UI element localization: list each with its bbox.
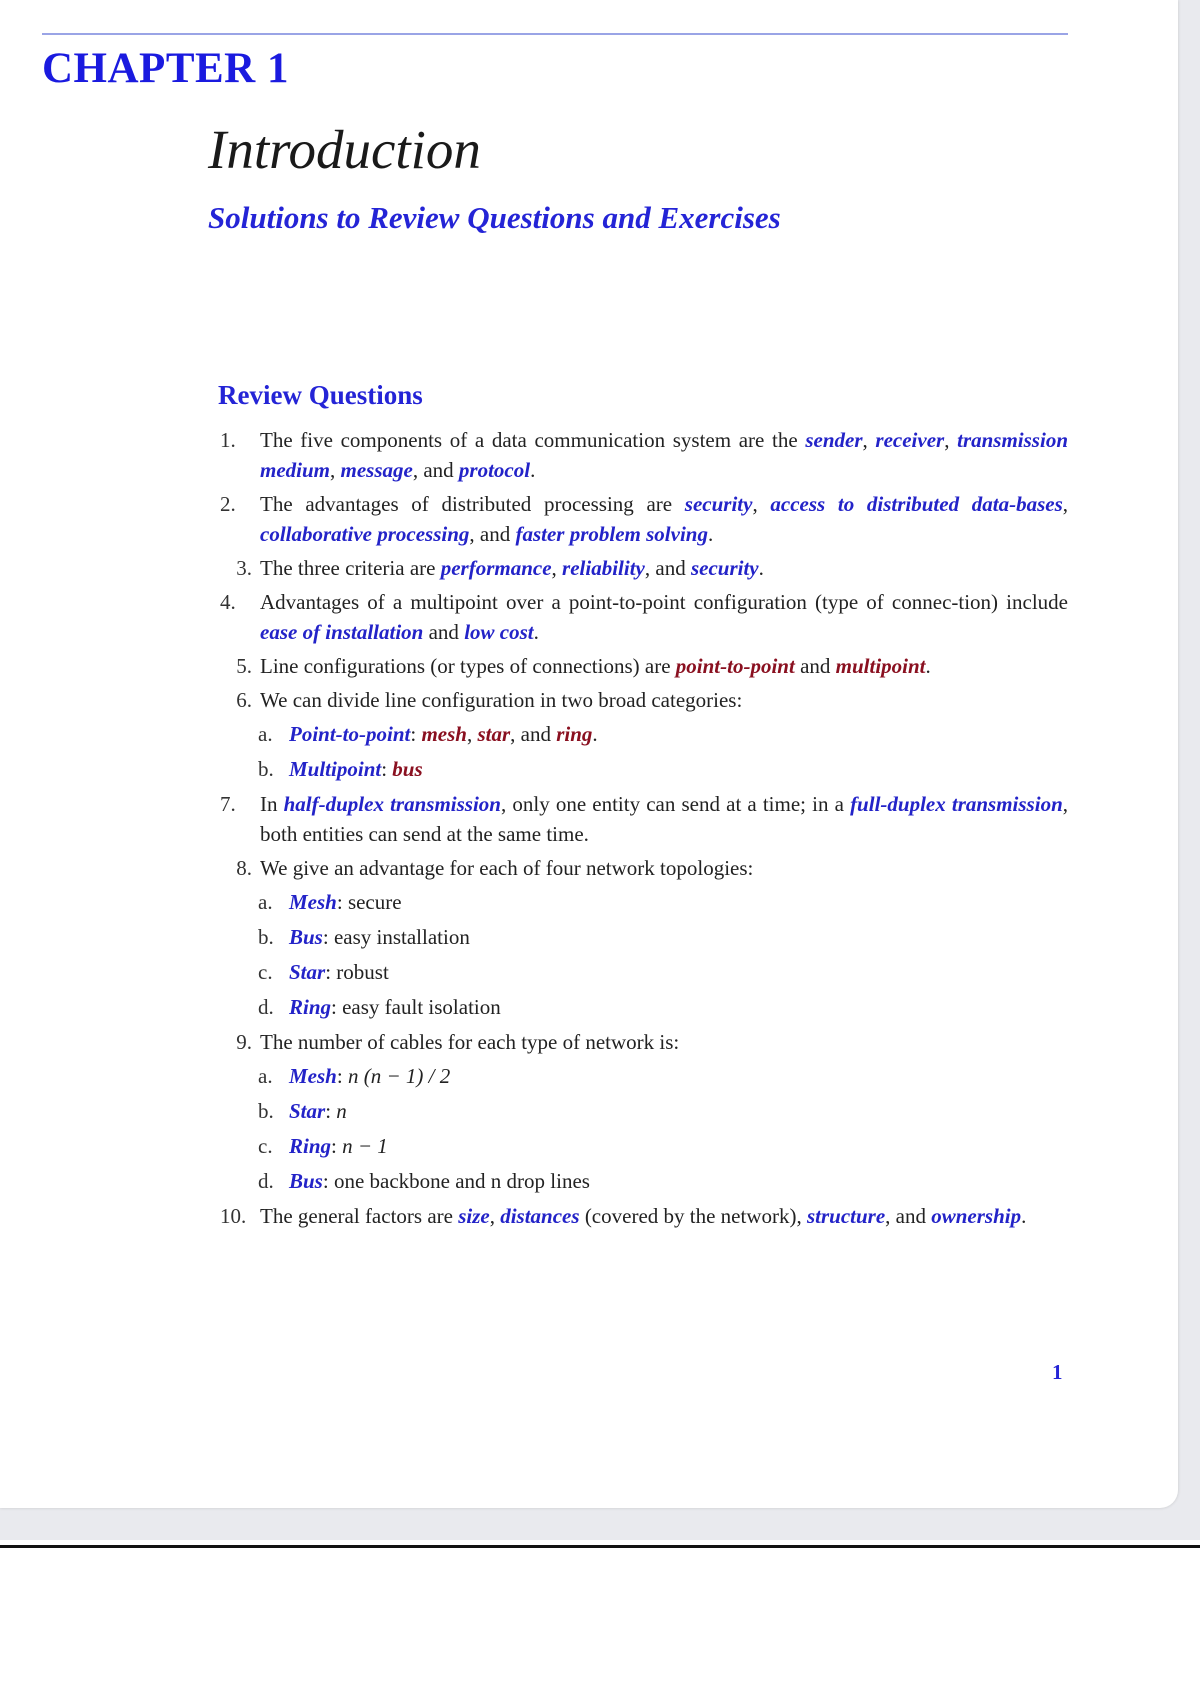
sub-item	[220, 922, 1068, 952]
sub-item	[220, 754, 1068, 784]
sub-item-letter: d.	[258, 995, 274, 1019]
keyword: faster problem solving	[515, 522, 708, 546]
keyword: Ring	[289, 1134, 332, 1158]
chapter-heading: CHAPTER 1	[42, 45, 289, 92]
item-text: .	[592, 722, 598, 746]
keyword: star	[477, 722, 511, 746]
item-text: .	[707, 522, 714, 546]
keyword: Bus	[289, 925, 323, 949]
keyword: Point-to-point	[289, 722, 411, 746]
item-text: , and	[510, 722, 557, 746]
item-number: 10.	[220, 1204, 247, 1228]
keyword: Multipoint	[289, 757, 382, 781]
keyword: structure	[806, 1204, 886, 1228]
item-text: ,	[1062, 492, 1068, 516]
list-item	[220, 1201, 1068, 1231]
keyword: receiver	[875, 428, 945, 452]
sub-item	[220, 1061, 1068, 1091]
sub-item-letter: a.	[258, 890, 273, 914]
sub-item	[220, 992, 1068, 1022]
sub-item	[220, 957, 1068, 987]
item-text: The three criteria are	[260, 556, 441, 580]
item-text: :	[325, 1099, 337, 1123]
item-text: , and	[885, 1204, 932, 1228]
keyword: security	[684, 492, 753, 516]
item-number: 7.	[220, 792, 236, 816]
item-text: The number of cables for each type of network is:	[260, 1030, 680, 1054]
item-text: , both entities can send at the same time.	[260, 792, 1068, 846]
keyword: protocol	[458, 458, 531, 482]
list-item	[220, 685, 1068, 715]
list-item	[220, 425, 1068, 485]
item-text: :	[381, 757, 393, 781]
keyword: performance	[440, 556, 552, 580]
page-number: 1	[1052, 1360, 1063, 1384]
item-text: :	[331, 1134, 343, 1158]
item-text: Line configurations (or types of connections) are	[260, 654, 676, 678]
keyword: ring	[556, 722, 593, 746]
item-text: : one backbone and n drop lines	[322, 1169, 590, 1193]
item-number: 3.	[236, 556, 252, 580]
sub-item-letter: c.	[258, 1134, 273, 1158]
sub-item-letter: b.	[258, 1099, 274, 1123]
item-number: 8.	[236, 856, 252, 880]
keyword: Mesh	[289, 890, 337, 914]
item-text: .	[533, 620, 539, 644]
keyword: full-duplex transmission	[850, 792, 1063, 816]
formula: n (n − 1) / 2	[347, 1064, 451, 1088]
section-heading: Review Questions	[218, 380, 423, 410]
keyword: half-duplex transmission	[283, 792, 501, 816]
list-item	[220, 789, 1068, 849]
keyword: Mesh	[289, 1064, 337, 1088]
keyword: mesh	[421, 722, 467, 746]
review-questions-list	[220, 425, 1068, 1235]
keyword: distances	[500, 1204, 580, 1228]
item-text: : robust	[325, 960, 389, 984]
chapter-subtitle: Solutions to Review Questions and Exercises	[208, 200, 781, 235]
keyword: Star	[289, 960, 326, 984]
keyword: security	[690, 556, 759, 580]
item-text: ,	[330, 458, 341, 482]
item-text: (covered by the network),	[579, 1204, 807, 1228]
item-text: In	[260, 792, 284, 816]
bottom-divider	[0, 1545, 1200, 1548]
keyword: point-to-point	[675, 654, 795, 678]
item-text: ,	[551, 556, 563, 580]
item-text: .	[925, 654, 931, 678]
keyword: ease of installation	[260, 620, 424, 644]
item-text: ,	[752, 492, 771, 516]
keyword: transmission medium	[260, 428, 1068, 482]
keyword: Bus	[289, 1169, 323, 1193]
keyword: Ring	[289, 995, 332, 1019]
keyword: bus	[392, 757, 423, 781]
sub-item	[220, 1131, 1068, 1161]
list-item	[220, 1027, 1068, 1057]
keyword: Star	[289, 1099, 326, 1123]
sub-item-letter: c.	[258, 960, 273, 984]
item-text: We give an advantage for each of four network topologies:	[260, 856, 754, 880]
item-text: .	[530, 458, 536, 482]
sub-item-letter: b.	[258, 925, 274, 949]
sub-item	[220, 887, 1068, 917]
keyword: message	[340, 458, 413, 482]
item-text: ,	[489, 1204, 501, 1228]
list-item	[220, 587, 1068, 647]
item-text: : easy installation	[322, 925, 470, 949]
item-number: 1.	[220, 428, 236, 452]
keyword: collaborative processing	[260, 522, 470, 546]
item-text: and	[423, 620, 465, 644]
item-text: , and	[412, 458, 459, 482]
sub-item-letter: d.	[258, 1169, 274, 1193]
keyword: size	[458, 1204, 490, 1228]
item-text: :	[410, 722, 422, 746]
item-number: 6.	[236, 688, 252, 712]
item-number: 4.	[220, 590, 236, 614]
item-number: 2.	[220, 492, 236, 516]
list-item	[220, 853, 1068, 883]
item-text: The advantages of distributed processing are	[260, 492, 685, 516]
sub-item-letter: a.	[258, 1064, 273, 1088]
keyword: multipoint	[835, 654, 926, 678]
item-text: ,	[862, 428, 876, 452]
keyword: ownership	[931, 1204, 1022, 1228]
list-item	[220, 651, 1068, 681]
item-text: , and	[469, 522, 516, 546]
item-text: : secure	[336, 890, 402, 914]
keyword: access to distributed data-bases	[770, 492, 1063, 516]
sub-item	[220, 719, 1068, 749]
item-text: : easy fault isolation	[331, 995, 501, 1019]
keyword: reliability	[562, 556, 645, 580]
item-text: We can divide line configuration in two broad categories:	[260, 688, 743, 712]
sub-item-letter: b.	[258, 757, 274, 781]
item-text: , only one entity can send at a time; in a	[500, 792, 851, 816]
item-text: ,	[466, 722, 478, 746]
keyword: low cost	[464, 620, 534, 644]
item-text: ,	[944, 428, 958, 452]
sub-item	[220, 1166, 1068, 1196]
item-text: , and	[644, 556, 691, 580]
item-text: The general factors are	[260, 1204, 459, 1228]
item-text: and	[794, 654, 836, 678]
item-number: 9.	[236, 1030, 252, 1054]
item-text: Advantages of a multipoint over a point-to-point configuration (type of connec-tion) include	[260, 590, 1068, 614]
item-number: 5.	[236, 654, 252, 678]
chapter-title: Introduction	[208, 119, 481, 180]
sub-item-letter: a.	[258, 722, 273, 746]
formula: n − 1	[342, 1134, 388, 1158]
sub-item	[220, 1096, 1068, 1126]
formula: n	[336, 1099, 347, 1123]
list-item	[220, 553, 1068, 583]
item-text: :	[336, 1064, 348, 1088]
item-text: The five components of a data communication system are the	[260, 428, 806, 452]
list-item	[220, 489, 1068, 549]
keyword: sender	[805, 428, 863, 452]
item-text: .	[758, 556, 764, 580]
header-rule	[42, 33, 1068, 35]
item-text: .	[1021, 1204, 1027, 1228]
